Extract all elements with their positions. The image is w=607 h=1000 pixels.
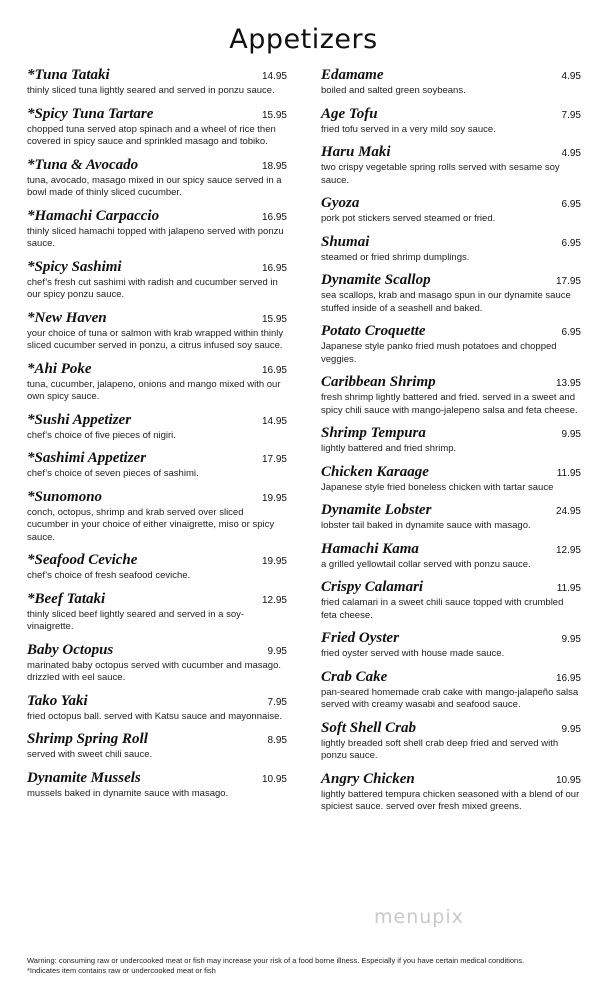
menu-item bbox=[27, 67, 287, 98]
item-description: pork pot stickers served steamed or fried. bbox=[321, 213, 496, 224]
item-description: two crispy vegetable spring rolls served with sesame soy sauce. bbox=[321, 162, 560, 186]
item-name: Age Tofu bbox=[321, 105, 378, 122]
menu-item bbox=[321, 720, 581, 763]
item-price: 12.95 bbox=[555, 544, 581, 556]
menu-item bbox=[321, 195, 581, 226]
item-name: Hamachi Kama bbox=[321, 540, 419, 557]
item-price: 4.95 bbox=[561, 148, 581, 159]
item-name: Angry Chicken bbox=[321, 770, 415, 787]
item-description: tuna, cucumber, jalapeno, onions and mango mixed with our own spicy sauce. bbox=[27, 378, 281, 402]
item-price: 6.95 bbox=[561, 237, 581, 249]
menu-item bbox=[321, 771, 581, 814]
item-description: tuna, avocado, masago mixed in our spicy sauce served in a bowl made of thinly sliced cucumber. bbox=[27, 174, 282, 198]
menu-item bbox=[321, 67, 581, 98]
item-name: Dynamite Scallop bbox=[321, 272, 431, 288]
item-name: Tako Yaki bbox=[27, 692, 88, 709]
item-price: 19.95 bbox=[261, 556, 287, 567]
item-name: *Tuna Tataki bbox=[27, 67, 110, 83]
menu-column-right bbox=[321, 67, 581, 822]
item-price: 4.95 bbox=[561, 71, 581, 82]
item-name: *Sushi Appetizer bbox=[27, 411, 132, 428]
item-price: 19.95 bbox=[261, 492, 287, 504]
item-description: lobster tail baked in dynamite sauce with masago. bbox=[321, 520, 531, 531]
item-name: Caribbean Shrimp bbox=[321, 374, 436, 390]
menu-item bbox=[321, 541, 581, 572]
menu-item bbox=[27, 489, 287, 545]
item-description: chef’s fresh cut sashimi with radish and cucumber served in our spicy ponzu sauce. bbox=[27, 276, 278, 300]
menu-item bbox=[27, 770, 287, 801]
item-description: lightly breaded soft shell crab deep fried and served with ponzu sauce. bbox=[321, 737, 559, 761]
item-name: Edamame bbox=[321, 67, 384, 83]
item-price: 17.95 bbox=[555, 276, 581, 287]
menu-item bbox=[321, 234, 581, 265]
item-name: Crispy Calamari bbox=[321, 579, 424, 595]
menu-item bbox=[27, 731, 287, 762]
watermark: menupix bbox=[374, 906, 464, 928]
item-description: lightly battered and fried shrimp. bbox=[321, 443, 457, 454]
item-name: Shrimp Spring Roll bbox=[27, 731, 148, 747]
item-name: Soft Shell Crab bbox=[321, 719, 417, 736]
item-price: 16.95 bbox=[261, 364, 287, 376]
item-description: fried oyster served with house made sauce. bbox=[321, 648, 505, 659]
item-name: *Spicy Sashimi bbox=[27, 258, 122, 275]
item-description: a grilled yellowtail collar served with ponzu sauce. bbox=[321, 558, 531, 570]
item-price: 16.95 bbox=[261, 211, 287, 223]
item-price: 16.95 bbox=[555, 672, 581, 684]
item-name: Chicken Karaage bbox=[321, 463, 429, 480]
item-price: 9.95 bbox=[561, 723, 581, 735]
item-name: *Spicy Tuna Tartare bbox=[27, 105, 154, 122]
item-description: chopped tuna served atop spinach and a wheel of rice then covered in spicy sauce and sprinkled masago and tobiko. bbox=[27, 123, 276, 147]
item-price: 9.95 bbox=[561, 634, 581, 645]
menu-item bbox=[27, 412, 287, 443]
menu-item bbox=[321, 464, 581, 495]
item-description: boiled and salted green soybeans. bbox=[321, 85, 466, 96]
menu-item bbox=[321, 144, 581, 187]
item-description: fresh shrimp lightly battered and fried. served in a sweet and spicy chili sauce with mango-jalepeno salsa and feta cheese. bbox=[321, 392, 578, 416]
menu-item bbox=[27, 361, 287, 404]
item-name: Shumai bbox=[321, 233, 370, 250]
item-description: thinly sliced tuna lightly seared and served in ponzu sauce. bbox=[27, 85, 275, 96]
item-name: *Sashimi Appetizer bbox=[27, 450, 147, 466]
item-name: Haru Maki bbox=[321, 144, 391, 160]
page-title: Appetizers bbox=[229, 24, 378, 55]
item-price: 9.95 bbox=[267, 645, 287, 657]
item-name: *Tuna & Avocado bbox=[27, 156, 139, 173]
footer-warning: Warning: consuming raw or undercooked meat or fish may increase your risk of a food borne illness. Especially if you have certain medical conditions. bbox=[27, 956, 525, 965]
menu-item bbox=[27, 591, 287, 634]
item-price: 12.95 bbox=[261, 594, 287, 606]
item-price: 11.95 bbox=[556, 583, 581, 594]
item-price: 17.95 bbox=[261, 454, 287, 465]
item-description: thinly sliced beef lightly seared and served in a soy-vinaigrette. bbox=[27, 608, 245, 632]
item-name: *Seafood Ceviche bbox=[27, 552, 138, 568]
menu-item bbox=[321, 323, 581, 366]
item-description: Japanese style panko fried mush potatoes and chopped veggies. bbox=[321, 341, 557, 365]
menu-item bbox=[321, 374, 581, 417]
item-name: Baby Octopus bbox=[27, 641, 114, 658]
item-price: 10.95 bbox=[555, 774, 581, 786]
item-price: 11.95 bbox=[556, 467, 581, 479]
item-description: chef’s choice of seven pieces of sashimi. bbox=[27, 468, 199, 479]
item-name: *New Haven bbox=[27, 309, 107, 326]
item-price: 10.95 bbox=[261, 773, 287, 785]
item-description: mussels baked in dynamite sauce with masago. bbox=[27, 787, 229, 799]
item-description: fried octopus ball. served with Katsu sauce and mayonnaise. bbox=[27, 710, 283, 722]
item-price: 14.95 bbox=[261, 415, 287, 427]
item-description: fried calamari in a sweet chili sauce topped with crumbled feta cheese. bbox=[321, 597, 564, 621]
menu-item bbox=[321, 579, 581, 622]
menu-item bbox=[27, 259, 287, 302]
item-description: marinated baby octopus served with cucumber and masago. drizzled with eel sauce. bbox=[27, 659, 281, 683]
menu-item bbox=[321, 272, 581, 315]
item-name: *Ahi Poke bbox=[27, 360, 92, 377]
item-description: steamed or fried shrimp dumplings. bbox=[321, 251, 470, 263]
footer bbox=[27, 956, 597, 976]
item-description: sea scallops, krab and masago spun in our dynamite sauce stuffed inside of a seashell and baked. bbox=[321, 290, 571, 314]
item-description: your choice of tuna or salmon with krab wrapped within thinly sliced cucumber served in ponzu, a citrus infused soy sauce. bbox=[27, 327, 284, 351]
item-description: conch, octopus, shrimp and krab served over sliced cucumber in your choice of either vinaigrette, miso or spicy sauce. bbox=[27, 506, 275, 543]
item-name: Dynamite Mussels bbox=[27, 769, 141, 786]
item-price: 15.95 bbox=[261, 109, 287, 121]
item-price: 13.95 bbox=[555, 378, 581, 389]
item-description: pan-seared homemade crab cake with mango-jalapeño salsa served with creamy wasabi and seafood sauce. bbox=[321, 686, 579, 710]
item-price: 6.95 bbox=[561, 327, 581, 338]
item-name: Dynamite Lobster bbox=[321, 502, 432, 518]
item-name: *Beef Tataki bbox=[27, 590, 106, 607]
item-price: 24.95 bbox=[555, 506, 581, 517]
item-price: 7.95 bbox=[561, 109, 581, 121]
item-name: Shrimp Tempura bbox=[321, 425, 426, 441]
item-name: *Hamachi Carpaccio bbox=[27, 207, 160, 224]
menu-item bbox=[27, 106, 287, 149]
menu-item bbox=[27, 642, 287, 685]
item-description: Japanese style fried boneless chicken with tartar sauce bbox=[321, 481, 554, 493]
item-price: 9.95 bbox=[561, 429, 581, 440]
item-price: 7.95 bbox=[267, 696, 287, 708]
menu-item bbox=[27, 693, 287, 724]
menu-item bbox=[321, 502, 581, 533]
item-description: thinly sliced hamachi topped with jalapeno served with ponzu sauce. bbox=[27, 225, 284, 249]
item-description: lightly battered tempura chicken seasoned with a blend of our spiciest sauce. served over fresh mixed greens. bbox=[321, 788, 580, 812]
item-description: served with sweet chili sauce. bbox=[27, 749, 153, 760]
menu-item bbox=[27, 310, 287, 353]
item-name: Gyoza bbox=[321, 195, 360, 211]
item-price: 16.95 bbox=[261, 262, 287, 274]
item-description: fried tofu served in a very mild soy sauce. bbox=[321, 123, 496, 135]
menu-item bbox=[321, 425, 581, 456]
item-name: Crab Cake bbox=[321, 668, 388, 685]
item-price: 6.95 bbox=[561, 199, 581, 210]
item-price: 18.95 bbox=[261, 160, 287, 172]
menu-item bbox=[321, 630, 581, 661]
item-name: Fried Oyster bbox=[321, 630, 399, 646]
item-name: Potato Croquette bbox=[321, 323, 426, 339]
item-name: *Sunomono bbox=[27, 488, 103, 505]
item-description: chef’s choice of fresh seafood ceviche. bbox=[27, 570, 191, 581]
item-price: 8.95 bbox=[267, 735, 287, 746]
footer-note: *Indicates item contains raw or undercooked meat or fish bbox=[27, 966, 216, 975]
menu-item bbox=[27, 157, 287, 200]
menu-item bbox=[27, 208, 287, 251]
item-price: 15.95 bbox=[261, 313, 287, 325]
menu-item bbox=[27, 552, 287, 583]
menu-column-left bbox=[27, 67, 287, 808]
menu-item bbox=[321, 669, 581, 712]
menu-item bbox=[321, 106, 581, 137]
item-price: 14.95 bbox=[261, 71, 287, 82]
menu-item bbox=[27, 450, 287, 481]
item-description: chef’s choice of five pieces of nigiri. bbox=[27, 429, 176, 441]
